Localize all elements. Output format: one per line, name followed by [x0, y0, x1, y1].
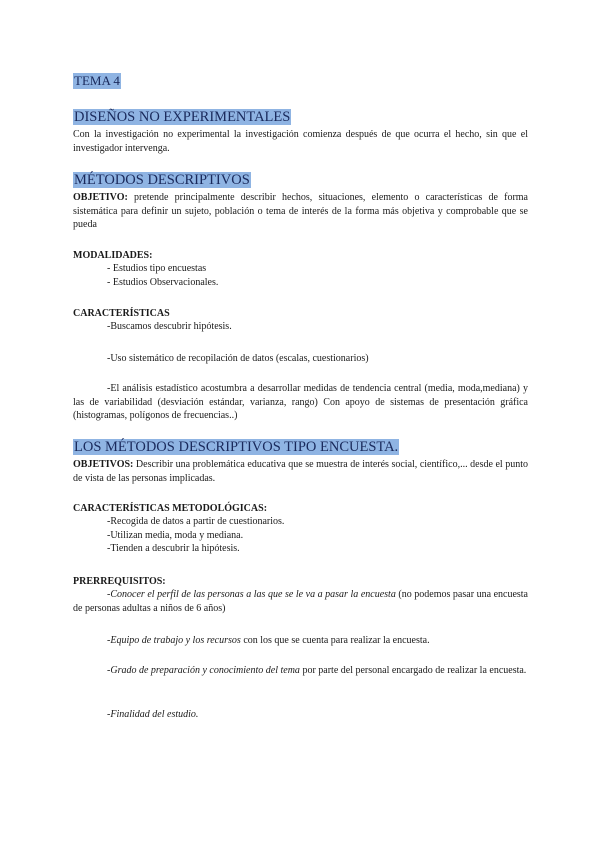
objetivo-label: OBJETIVO: [73, 192, 128, 203]
dash: - [107, 635, 111, 646]
prerrequisito-rest: con los que se cuenta para realizar la encuesta. [240, 635, 430, 646]
list-item: - Estudios Observacionales. [107, 276, 219, 288]
caracteristicas-block [73, 307, 528, 334]
disenos-paragraph: Con la investigación no experimental la investigación comienza después de que ocurra el hecho, sin que el investigador intervenga. [73, 129, 528, 154]
section-title-disenos: DISEÑOS NO EXPERIMENTALES [74, 109, 291, 125]
prerrequisito-rest: (no podemos pasar una encuesta de personas adultas a niños de 6 años) [73, 589, 528, 614]
prerrequisito-italic: Grado de preparación y conocimiento del tema [110, 665, 300, 676]
prerrequisito-italic: Conocer el perfil de las personas a las que se le va a pasar la encuesta [110, 589, 396, 600]
dash: - [107, 665, 111, 676]
prerrequisito-item [73, 634, 528, 648]
list-item: -El análisis estadístico acostumbra a desarrollar medidas de tendencia central (media, moda,mediana) y las de variabilidad (desviación estándar, varianza, rango) Con apoyo de sistemas de presentación gráfica (histogramas, polígonos de frecuencias..) [73, 383, 528, 421]
prerrequisito-item [73, 664, 528, 678]
prerrequisito-rest: por parte del personal encargado de realizar la encuesta. [299, 665, 527, 676]
tema-title: TEMA 4 [74, 73, 120, 88]
caracteristicas-item-2 [73, 352, 528, 366]
section-encuesta [73, 438, 528, 485]
prerrequisito-4 [73, 708, 528, 722]
prerrequisitos-label: PRERREQUISITOS: [73, 576, 166, 587]
prerrequisitos-block [73, 575, 528, 615]
caracteristicas-item-3 [73, 382, 528, 423]
objetivos-label: OBJETIVOS: [73, 459, 134, 470]
objetivos-paragraph [73, 458, 528, 485]
objetivos-text: Describir una problemática educativa que se muestra de interés social, científico,... desde el punto de vista de las personas implicadas. [73, 459, 528, 484]
modalidades-block [73, 249, 528, 289]
list-item: -Tienden a descubrir la hipótesis. [107, 543, 240, 554]
list-item: - Estudios tipo encuestas [107, 263, 207, 274]
prerrequisito-item [73, 588, 528, 615]
section-disenos [73, 108, 528, 155]
modalidades-label: MODALIDADES: [73, 250, 153, 261]
list-item: -Recogida de datos a partir de cuestionarios. [107, 516, 285, 527]
section-title-metodos: MÉTODOS DESCRIPTIVOS [74, 172, 250, 188]
objetivo-paragraph [73, 191, 528, 232]
dash: - [107, 709, 111, 720]
metodologicas-label: CARACTERÍSTICAS METODOLÓGICAS: [73, 503, 268, 514]
list-item: -Buscamos descubrir hipótesis. [107, 321, 232, 332]
prerrequisito-italic: Finalidad del estudio. [110, 709, 199, 720]
prerrequisito-3 [73, 664, 528, 678]
section-title-encuesta: LOS MÉTODOS DESCRIPTIVOS TIPO ENCUESTA. [74, 439, 399, 455]
list-item: -Utilizan media, moda y mediana. [107, 529, 244, 541]
prerrequisito-italic: Equipo de trabajo y los recursos [110, 635, 241, 646]
metodologicas-block [73, 502, 528, 556]
list-item: -Uso sistemático de recopilación de datos (escalas, cuestionarios) [107, 353, 369, 364]
prerrequisito-2 [73, 634, 528, 648]
objetivo-text: pretende principalmente describir hechos, situaciones, elemento o características de forma sistemática para definir un sujeto, población o tema de interés de la forma más objetiva y comprobable que se pueda [73, 192, 528, 230]
dash: - [107, 589, 111, 600]
section-metodos-descriptivos [73, 171, 528, 232]
prerrequisito-item [73, 708, 528, 722]
caracteristicas-label: CARACTERÍSTICAS [73, 308, 170, 319]
tema-heading [73, 72, 528, 90]
